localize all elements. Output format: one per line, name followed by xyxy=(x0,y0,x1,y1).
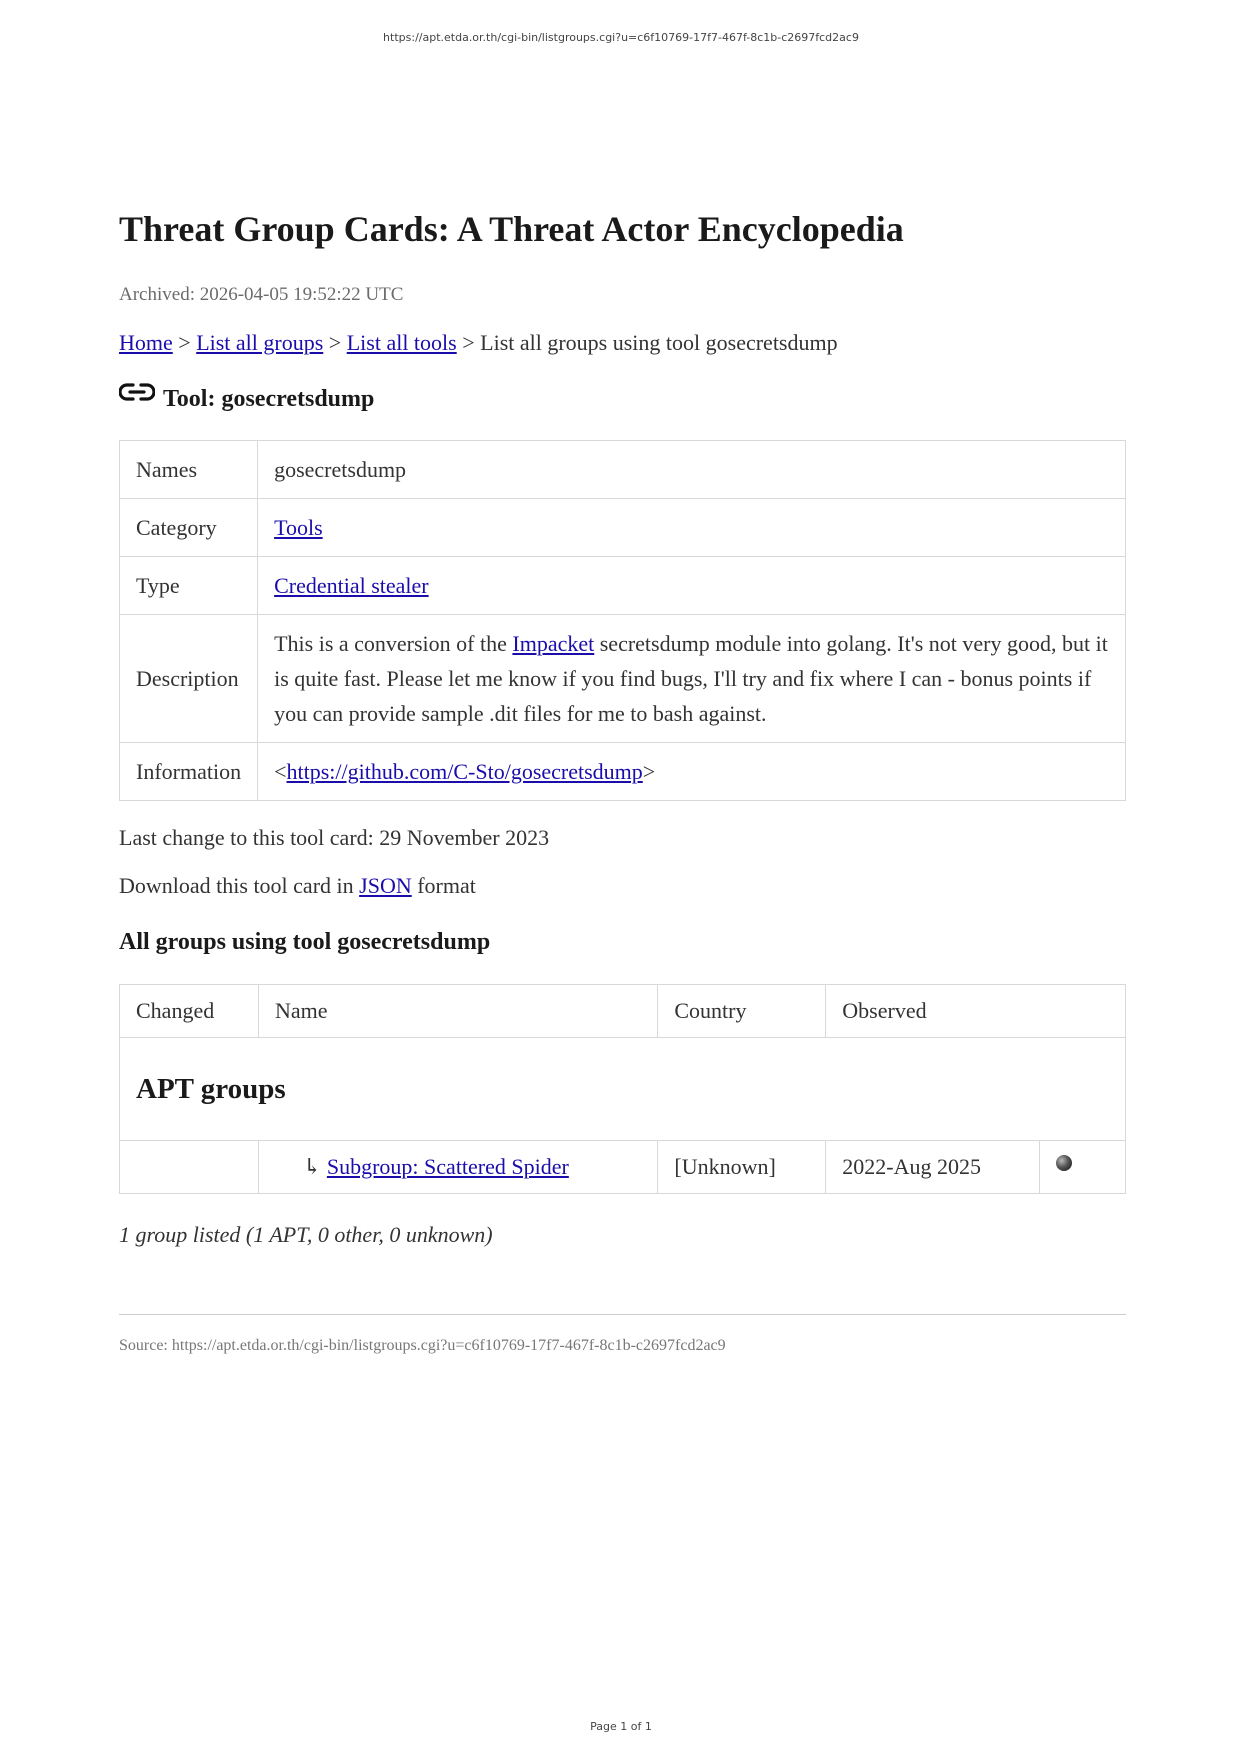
names-label: Names xyxy=(120,441,258,499)
description-label: Description xyxy=(120,615,258,743)
type-cell xyxy=(258,557,1126,615)
breadcrumb-separator: > xyxy=(172,330,197,356)
impacket-link[interactable]: Impacket xyxy=(512,631,595,657)
information-cell xyxy=(258,743,1126,801)
table-row xyxy=(120,1141,1126,1194)
breadcrumb-separator: > xyxy=(323,330,347,356)
breadcrumb-home-link[interactable]: Home xyxy=(119,330,173,356)
type-link[interactable]: Credential stealer xyxy=(274,573,429,599)
github-link[interactable]: https://github.com/C-Sto/gosecretsdump xyxy=(286,759,643,785)
breadcrumb-tools-link[interactable]: List all tools xyxy=(346,330,457,356)
download-text-pre: Download this tool card in xyxy=(119,873,360,899)
names-value: gosecretsdump xyxy=(258,441,1126,499)
print-header-url: https://apt.etda.or.th/cgi-bin/listgroups.cgi?u=c6f10769-17f7-467f-8c1b-c2697fcd2ac9 xyxy=(383,31,859,44)
divider xyxy=(119,1314,1126,1315)
row-country: [Unknown] xyxy=(658,1141,826,1194)
breadcrumb xyxy=(119,330,1126,356)
header-changed[interactable]: Changed xyxy=(120,985,259,1038)
header-name[interactable]: Name xyxy=(258,985,657,1038)
header-observed[interactable]: Observed xyxy=(826,985,1126,1038)
breadcrumb-separator: > xyxy=(456,330,481,356)
section-apt-groups: APT groups xyxy=(120,1038,1126,1141)
groups-table xyxy=(119,984,1126,1194)
category-label: Category xyxy=(120,499,258,557)
table-header-row xyxy=(120,985,1126,1038)
table-row xyxy=(120,743,1126,801)
status-dot-icon xyxy=(1056,1155,1072,1171)
page-title: Threat Group Cards: A Threat Actor Encyclopedia xyxy=(119,209,904,249)
breadcrumb-groups-link[interactable]: List all groups xyxy=(196,330,324,356)
page-number: Page 1 of 1 xyxy=(590,1720,652,1733)
header-country[interactable]: Country xyxy=(658,985,826,1038)
category-link[interactable]: Tools xyxy=(274,515,323,541)
groups-heading: All groups using tool gosecretsdump xyxy=(119,929,491,956)
table-row xyxy=(120,499,1126,557)
groups-summary: 1 group listed (1 APT, 0 other, 0 unknown) xyxy=(119,1222,493,1248)
section-row xyxy=(120,1038,1126,1141)
download-line xyxy=(119,873,1126,899)
table-row xyxy=(120,441,1126,499)
row-name-cell xyxy=(258,1141,657,1194)
type-label: Type xyxy=(120,557,258,615)
json-download-link[interactable]: JSON xyxy=(359,873,412,899)
table-row xyxy=(120,615,1126,743)
description-text-pre: This is a conversion of the xyxy=(274,631,513,657)
main-content xyxy=(119,208,1126,1355)
download-text-post: format xyxy=(411,873,476,899)
table-row xyxy=(120,557,1126,615)
row-observed: 2022-Aug 2025 xyxy=(826,1141,1040,1194)
row-changed xyxy=(120,1141,259,1194)
scattered-spider-link[interactable]: Subgroup: Scattered Spider xyxy=(326,1154,569,1180)
tool-heading xyxy=(119,386,1126,413)
category-cell xyxy=(258,499,1126,557)
angle-close: > xyxy=(642,759,656,785)
last-change-text: Last change to this tool card: 29 November 2023 xyxy=(119,825,550,851)
source-url: Source: https://apt.etda.or.th/cgi-bin/listgroups.cgi?u=c6f10769-17f7-467f-8c1b-c2697fcd2ac9 xyxy=(119,1337,726,1355)
subgroup-arrow-icon: ↳ xyxy=(302,1154,327,1180)
link-icon xyxy=(119,381,155,403)
breadcrumb-current: List all groups using tool gosecretsdump xyxy=(480,330,838,356)
description-text-post: secretsdump module into golang. It's not very good, but it is quite fast. Please let me know if you find bugs, I'll try and fix where I can - bonus points if you can provide sample .dit files for me to bash against. xyxy=(274,631,1108,727)
information-label: Information xyxy=(120,743,258,801)
angle-open: < xyxy=(274,759,287,785)
archived-timestamp: Archived: 2026-04-05 19:52:22 UTC xyxy=(119,284,404,306)
row-status-cell xyxy=(1040,1141,1126,1194)
tool-heading-text: Tool: gosecretsdump xyxy=(163,386,375,413)
tool-info-table xyxy=(119,440,1126,801)
description-cell xyxy=(258,615,1126,743)
